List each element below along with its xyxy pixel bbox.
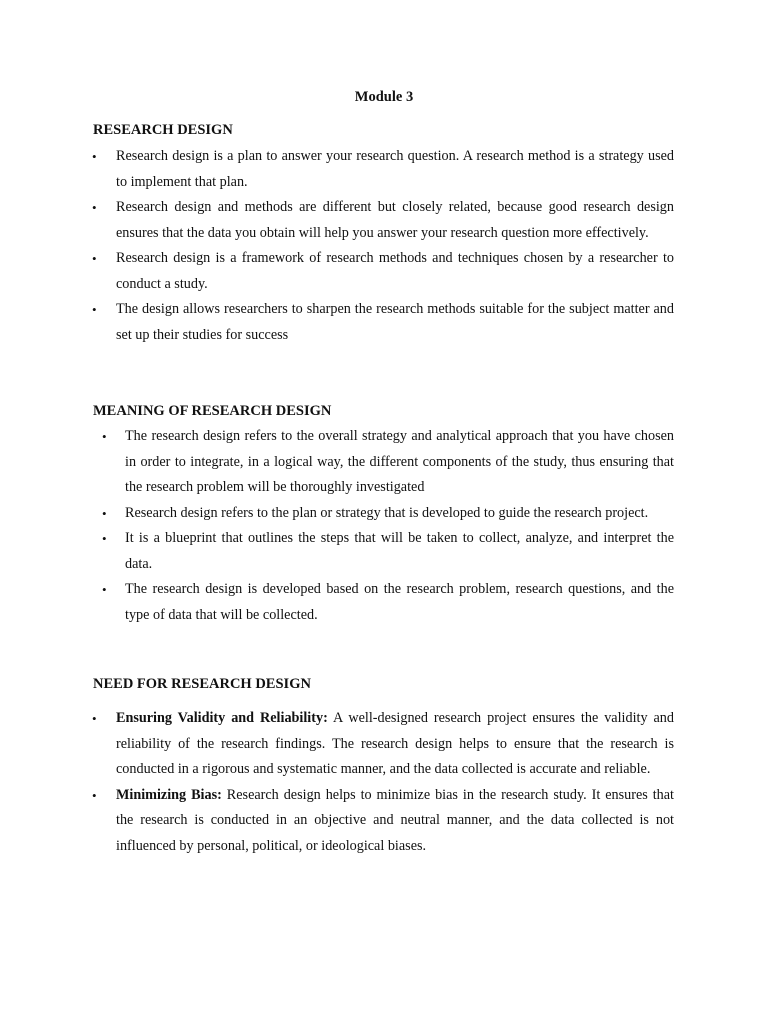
list-item [0,144,768,195]
bullet-icon: • [92,200,97,215]
list-item-term: Ensuring Validity and Reliability: [116,710,328,726]
list-item-term: Minimizing Bias: [116,786,222,803]
list-item-text: Research design helps to minimize bias in the research study. It ensures that the research is conducted in an objective and neutral manner, and the data collected is not influenced by personal, political, or ideological biases. [116,786,674,854]
list-item [0,195,768,246]
section-heading-need-for-research-design: NEED FOR RESEARCH DESIGN [93,676,311,692]
list-item-text: The research design is developed based on the research problem, research questions, and the type of data that will be collected. [125,581,674,623]
bullet-icon: • [102,429,107,444]
list-item-text: Research design is a plan to answer your research question. A research method is a strategy used to implement that plan. [116,148,674,190]
list-item-text: A well-designed research project ensures the validity and reliability of the research findings. The research design helps to ensure that the research is conducted in a rigorous and systematic manner, and the data collected is accurate and reliable. [116,710,674,777]
bullet-icon: • [102,531,107,546]
list-item-text: The design allows researchers to sharpen the research methods suitable for the subject matter and set up their studies for success [116,301,674,343]
need-list [0,706,768,859]
section-heading-meaning-of-research-design: MEANING OF RESEARCH DESIGN [93,403,332,419]
list-item [0,297,768,348]
list-item [0,577,768,628]
bullet-icon: • [102,582,107,597]
bullet-icon: • [92,711,97,726]
section-heading-research-design: RESEARCH DESIGN [93,122,233,138]
list-item-text: It is a blueprint that outlines the steps that will be taken to collect, analyze, and interpret the data. [125,530,674,572]
module-title: Module 3 [354,89,414,105]
bullet-icon: • [92,302,97,317]
bullet-icon: • [92,251,97,266]
meaning-list [0,424,768,628]
list-item-text: Research design refers to the plan or strategy that is developed to guide the research project. [125,504,649,521]
list-item [0,783,768,860]
bullet-icon: • [92,787,97,803]
bullet-icon: • [102,505,107,521]
list-item-text: Research design is a framework of research methods and techniques chosen by a researcher to conduct a study. [116,250,674,292]
bullet-icon: • [92,149,97,164]
list-item [0,526,768,577]
research-design-list [0,144,768,348]
list-item [0,246,768,297]
list-item-text: The research design refers to the overall strategy and analytical approach that you have chosen in order to integrate, in a logical way, the different components of the study, thus ensuring that the research problem will be thoroughly investigated [125,428,674,495]
list-item [0,706,768,783]
list-item [0,424,768,501]
list-item [0,501,768,527]
list-item-text: Research design and methods are different but closely related, because good research design ensures that the data you obtain will help you answer your research question more effectively. [116,199,674,241]
